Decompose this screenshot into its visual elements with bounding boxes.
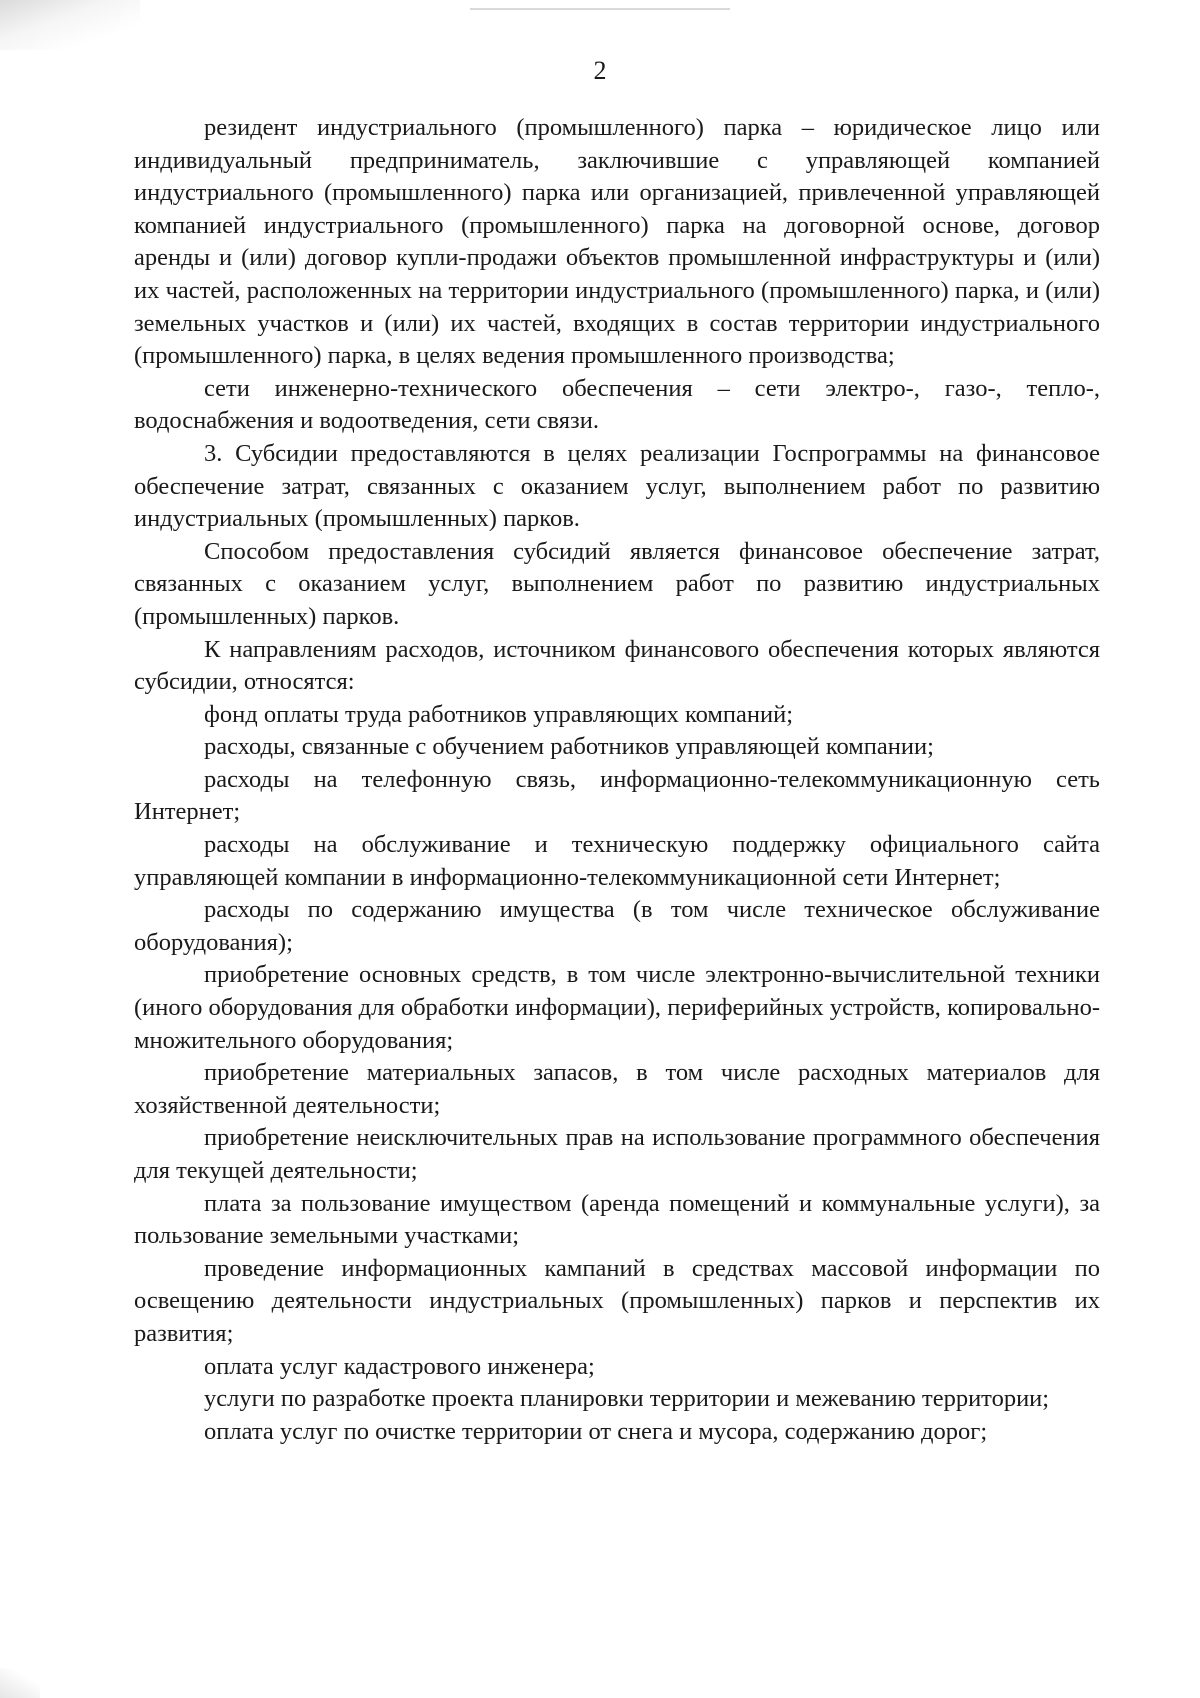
list-item-rent: плата за пользование имуществом (аренда помещений и коммунальные услуги), за пользование земельными участками; bbox=[134, 1189, 1100, 1250]
list-item-planning: услуги по разработке проекта планировки территории и межеванию территории; bbox=[204, 1385, 1050, 1413]
list-item-payroll: фонд оплаты труда работников управляющих компаний; bbox=[204, 700, 794, 728]
list-item-training: расходы, связанные с обучением работников управляющей компании; bbox=[204, 733, 934, 761]
paragraph-resident-definition: резидент индустриального (промышленного) парка – юридическое лицо или индивидуальный предприниматель, заключившие с управляющей компанией индустриального (промышленного) парка или организацией, привлеченной управляющей компанией индустриального (промышленного) парка на договорной основе, договор аренды и (или) договор купли-продажи объектов промышленной инфраструктуры и (или) их частей, расположенных на территории индустриального (промышленного) парка, и (или) земельных участков и (или) их частей, входящих в состав территории индустриального (промышленного) парка, в целях ведения промышленного производства; bbox=[134, 114, 1100, 370]
page-number: 2 bbox=[593, 56, 607, 85]
paragraph-expense-intro: К направлениям расходов, источником финансового обеспечения которых являются субсидии, относятся: bbox=[134, 635, 1100, 696]
list-item-fixed-assets: приобретение основных средств, в том числе электронно-вычислительной техники (иного оборудования для обработки информации), периферийных устройств, копировально-множительного оборудования; bbox=[134, 961, 1100, 1054]
scan-artifact-top bbox=[0, 0, 140, 50]
list-item-cadastral: оплата услуг кадастрового инженера; bbox=[204, 1352, 595, 1380]
paragraph-subsidy-purpose: 3. Субсидии предоставляются в целях реализации Госпрограммы на финансовое обеспечение затрат, связанных с оказанием услуг, выполнением работ по развитию индустриальных (промышленных) парков. bbox=[134, 439, 1100, 533]
scan-artifact-line bbox=[470, 8, 730, 10]
list-item-software: приобретение неисключительных прав на использование программного обеспечения для текущей деятельности; bbox=[134, 1124, 1100, 1184]
scan-artifact-bottom bbox=[0, 1668, 40, 1698]
list-item-property-maintenance: расходы по содержанию имущества (в том числе техническое обслуживание оборудования); bbox=[134, 896, 1100, 956]
list-item-website: расходы на обслуживание и техническую поддержку официального сайта управляющей компании в информационно-телекоммуникационной сети Интернет; bbox=[134, 831, 1100, 891]
list-item-inventory: приобретение материальных запасов, в том числе расходных материалов для хозяйственной деятельности; bbox=[134, 1059, 1100, 1119]
paragraph-networks-definition: сети инженерно-технического обеспечения – сети электро-, газо-, тепло-, водоснабжения и водоотведения, сети связи. bbox=[134, 374, 1100, 435]
list-item-cleaning: оплата услуг по очистке территории от снега и мусора, содержанию дорог; bbox=[204, 1417, 988, 1445]
list-item-telecom: расходы на телефонную связь, информационно-телекоммуникационную сеть Интернет; bbox=[134, 765, 1100, 826]
list-item-media-campaigns: проведение информационных кампаний в средствах массовой информации по освещению деятельности индустриальных (промышленных) парков и перспектив их развития; bbox=[134, 1254, 1100, 1347]
paragraph-subsidy-method: Способом предоставления субсидий является финансовое обеспечение затрат, связанных с оказанием услуг, выполнением работ по развитию индустриальных (промышленных) парков. bbox=[134, 537, 1100, 630]
document-body bbox=[134, 112, 1100, 1448]
